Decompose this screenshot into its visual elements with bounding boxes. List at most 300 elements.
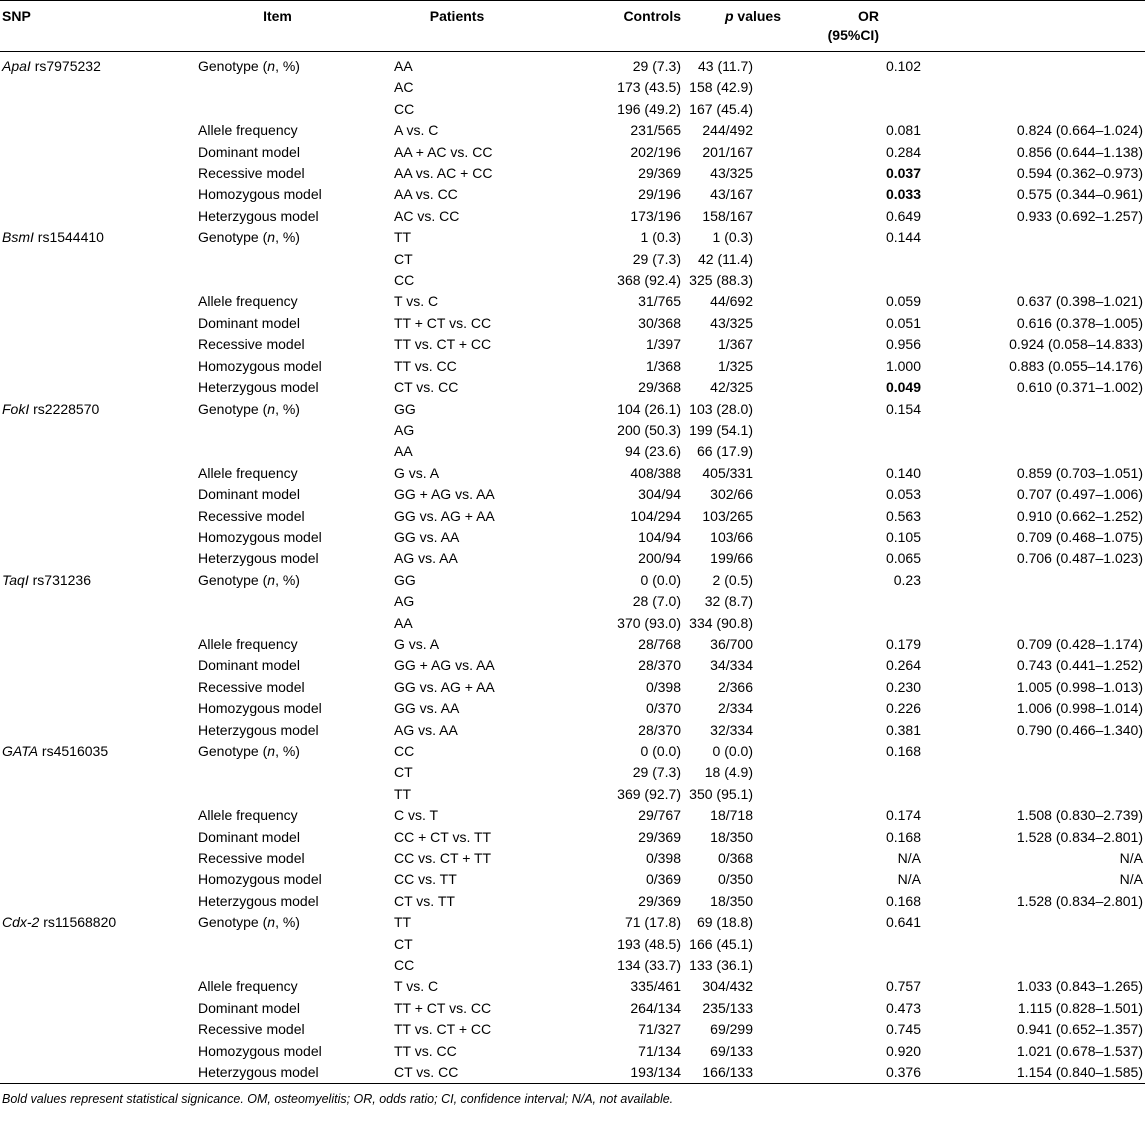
table-row [0, 655, 1145, 676]
table-row [0, 869, 1145, 890]
cell-or: 0.168 [885, 828, 921, 845]
cell-ci [921, 762, 1145, 783]
table-row [0, 891, 1145, 912]
cell-or: 0.168 [885, 892, 921, 909]
cell-patients: T vs. C [394, 293, 439, 310]
table-row [0, 976, 1145, 997]
cell-controls: 173 (43.5) [617, 79, 681, 96]
cell-controls: 104 (26.1) [617, 400, 681, 417]
cell-ci [921, 77, 1145, 98]
table-row [0, 591, 1145, 612]
cell-controls: 408/388 [630, 464, 681, 481]
cell-ci [921, 52, 1145, 78]
cell-snp [0, 249, 198, 270]
cell-item [198, 891, 393, 912]
cell-item [198, 998, 393, 1019]
cell-p-value: 18/718 [710, 807, 753, 824]
header-p-italic: p [724, 8, 734, 24]
cell-snp [0, 912, 198, 933]
cell-controls: 368 (92.4) [617, 272, 681, 289]
cell-snp [0, 463, 198, 484]
cell-p-value: 2/334 [717, 700, 753, 717]
cell-item [198, 463, 393, 484]
cell-item [198, 548, 393, 569]
cell-controls: 1/368 [645, 357, 681, 374]
cell-snp [0, 698, 198, 719]
cell-controls: 28/768 [638, 635, 681, 652]
cell-p-value: 34/334 [710, 657, 753, 674]
cell-item [198, 313, 393, 334]
cell-p-value: 201/167 [702, 143, 753, 160]
table-row [0, 805, 1145, 826]
cell-controls: 196 (49.2) [617, 100, 681, 117]
cell-ci: 0.575 (0.344–0.961) [1016, 186, 1143, 203]
item-label: Dominant model [198, 486, 300, 503]
cell-patients: AG vs. AA [394, 721, 458, 738]
cell-patients: GG [394, 571, 416, 588]
cell-ci: 0.707 (0.497–1.006) [1016, 486, 1143, 503]
cell-controls: 104/294 [630, 507, 681, 524]
table-row [0, 1062, 1145, 1085]
cell-item [198, 270, 393, 291]
cell-controls: 29/369 [638, 828, 681, 845]
cell-item [198, 784, 393, 805]
cell-p-value: 350 (95.1) [689, 785, 753, 802]
cell-snp [0, 934, 198, 955]
cell-or: 0.376 [885, 1064, 921, 1081]
cell-or: 0.563 [885, 507, 921, 524]
item-label: Allele frequency [198, 293, 298, 310]
item-label: Recessive model [198, 336, 305, 353]
item-label: Genotype ( [198, 58, 268, 74]
cell-ci [921, 955, 1145, 976]
table-row [0, 784, 1145, 805]
cell-ci [921, 784, 1145, 805]
cell-or: 0.226 [885, 700, 921, 717]
cell-or: 0.059 [885, 293, 921, 310]
gene-name: Cdx-2 [2, 914, 40, 931]
cell-p-value: 103/265 [702, 507, 753, 524]
table-row [0, 441, 1145, 462]
cell-patients: AG vs. AA [394, 550, 458, 567]
cell-item [198, 1041, 393, 1062]
item-label: Genotype ( [198, 229, 268, 246]
cell-snp [0, 1019, 198, 1040]
table-row [0, 227, 1145, 248]
cell-ci: 1.528 (0.834–2.801) [1016, 828, 1143, 845]
cell-snp [0, 206, 198, 227]
cell-ci [921, 399, 1145, 420]
cell-or [801, 441, 921, 462]
cell-patients: AC [394, 79, 414, 96]
cell-patients: CT [394, 764, 413, 781]
cell-ci: 1.528 (0.834–2.801) [1016, 892, 1143, 909]
cell-or: 0.033 [885, 186, 921, 203]
cell-p-value: 1 (0.3) [712, 229, 753, 246]
cell-p-value: 167 (45.4) [689, 100, 753, 117]
cell-p-value: 0/350 [717, 871, 753, 888]
cell-item [198, 591, 393, 612]
cell-ci [921, 270, 1145, 291]
header-controls: Controls [623, 8, 681, 24]
cell-p-value: 2/366 [717, 678, 753, 695]
item-label: Allele frequency [198, 635, 298, 652]
cell-item [198, 869, 393, 890]
cell-item [198, 655, 393, 676]
cell-ci: 0.859 (0.703–1.051) [1016, 464, 1143, 481]
cell-item [198, 570, 393, 591]
table-row [0, 720, 1145, 741]
cell-item [198, 976, 393, 997]
item-label: Heterzygous model [198, 721, 319, 738]
cell-patients: CT vs. TT [394, 892, 455, 909]
cell-p-value: 199/66 [710, 550, 753, 567]
table-row [0, 99, 1145, 120]
cell-p-value: 69 (18.8) [696, 914, 753, 931]
cell-item [198, 527, 393, 548]
cell-p-value: 44/692 [710, 293, 753, 310]
cell-item [198, 377, 393, 398]
cell-patients: AG [394, 593, 415, 610]
cell-or [801, 955, 921, 976]
cell-controls: 264/134 [630, 999, 681, 1016]
cell-snp [0, 420, 198, 441]
cell-snp [0, 1041, 198, 1062]
item-label-italic: n [267, 229, 276, 246]
item-label: Genotype ( [198, 743, 268, 759]
rs-id: rs731236 [28, 571, 92, 588]
cell-patients: T vs. C [394, 978, 439, 995]
item-label: Homozygous model [198, 528, 322, 545]
cell-or [801, 934, 921, 955]
cell-ci: 0.856 (0.644–1.138) [1016, 143, 1143, 160]
item-label: Homozygous model [198, 186, 322, 203]
item-label: Dominant model [198, 143, 300, 160]
cell-or: 0.284 [885, 143, 921, 160]
cell-patients: TT vs. CC [394, 357, 457, 374]
cell-patients: GG [394, 400, 416, 417]
cell-ci [921, 912, 1145, 933]
cell-patients: AA [394, 443, 413, 460]
cell-ci: 0.883 (0.055–14.176) [1009, 357, 1143, 374]
cell-item [198, 506, 393, 527]
table-row [0, 291, 1145, 312]
cell-snp [0, 655, 198, 676]
cell-controls: 0/398 [645, 850, 681, 867]
cell-or [801, 613, 921, 634]
header-or-line2: (95%CI) [827, 27, 879, 43]
cell-ci: N/A [1119, 850, 1143, 867]
cell-p-value: 158/167 [702, 207, 753, 224]
table-row [0, 463, 1145, 484]
cell-or: 0.174 [885, 807, 921, 824]
cell-or: 1.000 [885, 357, 921, 374]
cell-snp [0, 527, 198, 548]
table-row [0, 1041, 1145, 1062]
cell-controls: 30/368 [638, 314, 681, 331]
cell-ci [921, 591, 1145, 612]
cell-patients: AC vs. CC [394, 207, 460, 224]
table-row [0, 52, 1145, 78]
item-label: Dominant model [198, 657, 300, 674]
cell-controls: 0 (0.0) [640, 571, 681, 588]
cell-snp [0, 848, 198, 869]
cell-ci: 0.933 (0.692–1.257) [1016, 207, 1143, 224]
cell-snp [0, 399, 198, 420]
cell-ci [921, 249, 1145, 270]
table-row [0, 912, 1145, 933]
item-label: Dominant model [198, 314, 300, 331]
cell-snp [0, 976, 198, 997]
table-row [0, 634, 1145, 655]
table-row [0, 334, 1145, 355]
cell-or: 0.154 [885, 400, 921, 417]
cell-snp [0, 1062, 198, 1085]
cell-controls: 28 (7.0) [632, 593, 681, 610]
gene-name: TaqI [2, 571, 29, 588]
item-label: Recessive model [198, 850, 305, 867]
cell-ci [921, 441, 1145, 462]
cell-or [801, 270, 921, 291]
table-row [0, 827, 1145, 848]
cell-or: N/A [897, 850, 921, 867]
cell-p-value: 32/334 [710, 721, 753, 738]
cell-ci: 1.115 (0.828–1.501) [1017, 999, 1143, 1016]
cell-ci: 1.005 (0.998–1.013) [1016, 678, 1143, 695]
table-row [0, 548, 1145, 569]
cell-or: 0.230 [885, 678, 921, 695]
cell-controls: 28/370 [638, 721, 681, 738]
cell-item [198, 613, 393, 634]
cell-snp [0, 227, 198, 248]
cell-or [801, 77, 921, 98]
cell-snp [0, 998, 198, 1019]
cell-controls: 200/94 [638, 550, 681, 567]
cell-item [198, 634, 393, 655]
cell-snp [0, 270, 198, 291]
item-label-suffix: , %) [275, 571, 300, 588]
cell-item [198, 399, 393, 420]
cell-controls: 29/368 [638, 379, 681, 396]
rs-id: rs2228570 [29, 400, 100, 417]
cell-item [198, 955, 393, 976]
cell-controls: 71/327 [638, 1021, 681, 1038]
item-label-suffix: , %) [275, 743, 300, 759]
cell-ci [921, 227, 1145, 248]
cell-controls: 1 (0.3) [640, 229, 681, 246]
gene-name: BsmI [2, 229, 34, 246]
rs-id: rs4516035 [38, 743, 109, 759]
cell-snp [0, 762, 198, 783]
cell-or: 0.641 [885, 914, 921, 931]
cell-controls: 29 (7.3) [632, 764, 681, 781]
cell-or: 0.105 [885, 528, 921, 545]
item-label: Heterzygous model [198, 207, 319, 224]
cell-ci: 0.941 (0.652–1.357) [1016, 1021, 1143, 1038]
table-row [0, 77, 1145, 98]
cell-item [198, 206, 393, 227]
cell-snp [0, 720, 198, 741]
cell-item [198, 934, 393, 955]
cell-p-value: 43/167 [710, 186, 753, 203]
cell-or: 0.102 [885, 58, 921, 74]
item-label: Genotype ( [198, 914, 268, 931]
cell-item [198, 227, 393, 248]
item-label: Homozygous model [198, 871, 322, 888]
header-snp: SNP [2, 8, 31, 24]
cell-p-value: 1/367 [717, 336, 753, 353]
cell-p-value: 103 (28.0) [689, 400, 753, 417]
cell-p-value: 334 (90.8) [689, 614, 753, 631]
cell-p-value: 69/299 [710, 1021, 753, 1038]
cell-ci: 0.743 (0.441–1.252) [1016, 657, 1143, 674]
table-row [0, 184, 1145, 205]
cell-snp [0, 120, 198, 141]
cell-ci [921, 99, 1145, 120]
item-label: Homozygous model [198, 357, 322, 374]
table-row [0, 613, 1145, 634]
cell-snp [0, 784, 198, 805]
cell-snp [0, 313, 198, 334]
cell-patients: CC [394, 100, 415, 117]
cell-item [198, 334, 393, 355]
table-row [0, 955, 1145, 976]
cell-controls: 335/461 [630, 978, 681, 995]
bottom-rule [0, 1083, 1145, 1084]
cell-item [198, 142, 393, 163]
cell-controls: 202/196 [630, 143, 681, 160]
cell-or: 0.037 [885, 165, 921, 182]
header-p-rest: values [733, 8, 781, 24]
header-row [0, 1, 1145, 52]
table-row [0, 313, 1145, 334]
cell-snp [0, 441, 198, 462]
cell-snp [0, 891, 198, 912]
cell-controls: 104/94 [638, 528, 681, 545]
cell-or: 0.144 [885, 229, 921, 246]
cell-p-value: 133 (36.1) [689, 957, 753, 974]
table-row [0, 1019, 1145, 1040]
item-label-suffix: , %) [275, 914, 300, 931]
cell-p-value: 18/350 [710, 892, 753, 909]
cell-ci [921, 570, 1145, 591]
cell-or: 0.473 [885, 999, 921, 1016]
cell-patients: AA [394, 58, 413, 74]
cell-ci: 0.706 (0.487–1.023) [1016, 550, 1143, 567]
cell-item [198, 77, 393, 98]
cell-patients: GG vs. AG + AA [394, 507, 495, 524]
cell-item [198, 805, 393, 826]
cell-or: 0.264 [885, 657, 921, 674]
cell-item [198, 249, 393, 270]
cell-item [198, 163, 393, 184]
table-row [0, 934, 1145, 955]
cell-or: 0.381 [885, 721, 921, 738]
cell-or: 0.956 [885, 336, 921, 353]
item-label-suffix: , %) [275, 400, 300, 417]
cell-or: 0.649 [885, 207, 921, 224]
table-footnote: Bold values represent statistical signicance. OM, osteomyelitis; OR, odds ratio; CI, confidence interval; N/A, not available. [2, 1092, 674, 1106]
cell-item [198, 120, 393, 141]
item-label: Allele frequency [198, 464, 298, 481]
table-row [0, 399, 1145, 420]
cell-or [801, 99, 921, 120]
cell-p-value: 302/66 [710, 486, 753, 503]
cell-controls: 0/370 [645, 700, 681, 717]
cell-patients: AA vs. AC + CC [394, 165, 493, 182]
cell-snp [0, 334, 198, 355]
table-row [0, 762, 1145, 783]
item-label: Heterzygous model [198, 892, 319, 909]
cell-ci: 0.824 (0.664–1.024) [1016, 122, 1143, 139]
cell-patients: TT vs. CT + CC [394, 1021, 492, 1038]
cell-item [198, 1019, 393, 1040]
table-row [0, 420, 1145, 441]
table-row [0, 527, 1145, 548]
cell-p-value: 0 (0.0) [712, 743, 753, 759]
item-label: Allele frequency [198, 978, 298, 995]
cell-ci [921, 420, 1145, 441]
cell-controls: 0/369 [645, 871, 681, 888]
cell-controls: 71/134 [638, 1042, 681, 1059]
cell-snp [0, 99, 198, 120]
cell-p-value: 1/325 [717, 357, 753, 374]
cell-patients: AA [394, 614, 413, 631]
cell-controls: 0 (0.0) [640, 743, 681, 759]
cell-p-value: 158 (42.9) [689, 79, 753, 96]
cell-snp [0, 955, 198, 976]
cell-p-value: 43 (11.7) [698, 58, 753, 74]
cell-ci [921, 741, 1145, 762]
cell-p-value: 304/432 [702, 978, 753, 995]
table-row [0, 741, 1145, 762]
cell-or: 0.179 [885, 635, 921, 652]
item-label: Dominant model [198, 828, 300, 845]
item-label: Genotype ( [198, 571, 268, 588]
item-label: Recessive model [198, 678, 305, 695]
cell-patients: CT [394, 250, 413, 267]
cell-patients: TT + CT vs. CC [394, 999, 492, 1016]
cell-controls: 134 (33.7) [617, 957, 681, 974]
table-row [0, 848, 1145, 869]
item-label: Dominant model [198, 999, 300, 1016]
cell-p-value: 32 (8.7) [704, 593, 753, 610]
item-label-suffix: , %) [275, 229, 300, 246]
cell-p-value: 2 (0.5) [712, 571, 753, 588]
item-label-italic: n [267, 58, 276, 74]
cell-snp [0, 291, 198, 312]
item-label-italic: n [267, 914, 276, 931]
table-row [0, 998, 1145, 1019]
cell-or: 0.081 [885, 122, 921, 139]
header-or-line1: OR [858, 8, 879, 24]
item-label: Allele frequency [198, 807, 298, 824]
cell-snp [0, 591, 198, 612]
gene-name: FokI [2, 400, 30, 417]
cell-patients: TT vs. CT + CC [394, 336, 492, 353]
cell-patients: TT + CT vs. CC [394, 314, 492, 331]
cell-item [198, 741, 393, 762]
cell-snp [0, 142, 198, 163]
cell-patients: GG + AG vs. AA [394, 486, 495, 503]
cell-item [198, 484, 393, 505]
cell-or [801, 762, 921, 783]
header-ci [921, 1, 1145, 52]
cell-controls: 28/370 [638, 657, 681, 674]
cell-patients: CC [394, 957, 415, 974]
cell-patients: TT vs. CC [394, 1042, 457, 1059]
cell-controls: 193 (48.5) [617, 935, 681, 952]
